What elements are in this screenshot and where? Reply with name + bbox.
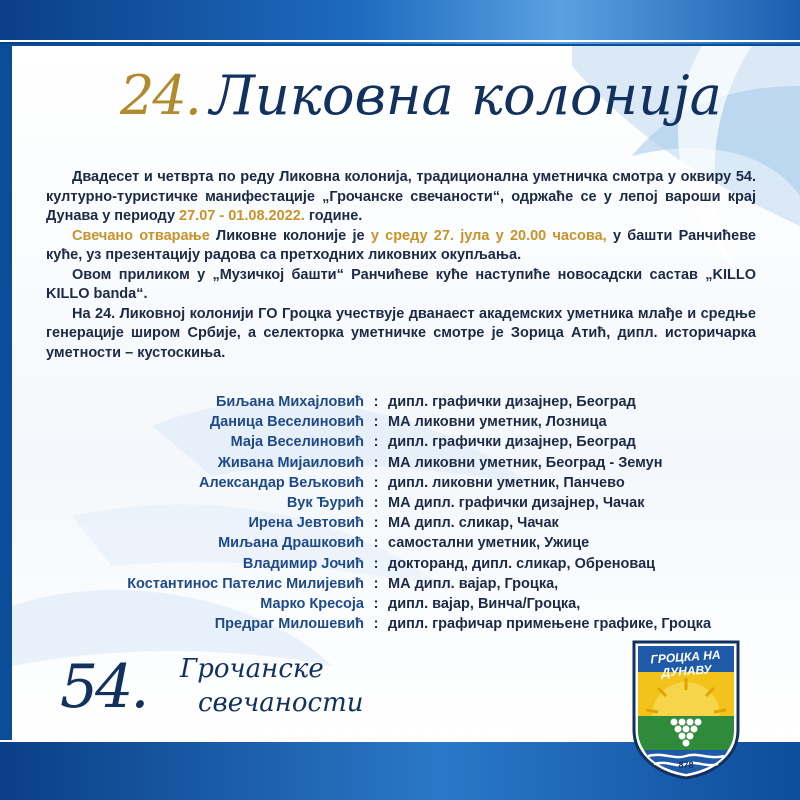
artist-separator: : [373, 454, 379, 471]
artist-separator: : [373, 535, 379, 552]
artist-separator: : [373, 575, 379, 592]
artist-name: Предраг Милошевић [214, 616, 364, 633]
artist-name: Вук Ђурић [286, 494, 364, 511]
opening-time: у среду 27. јула у 20.00 часова, [370, 227, 607, 244]
page-title [120, 64, 740, 144]
artist-role: дипл. графички дизајнер, Београд [388, 434, 636, 451]
intro-paragraph-1 [46, 168, 756, 227]
artist-row [46, 432, 766, 452]
artist-role: дипл. вајар, Винча/Гроцка, [388, 595, 581, 612]
artist-role: МА дипл. графички дизајнер, Чачак [388, 494, 645, 511]
crest-banner: ГРОЦКА НА ДУНАВУ [650, 647, 721, 680]
artist-row [46, 574, 766, 594]
grocka-crest [628, 638, 744, 780]
artist-role: самостални уметник, Ужице [388, 535, 590, 552]
artist-row [46, 493, 766, 513]
festival-logo-number: 54. [60, 652, 147, 722]
artist-row [46, 533, 766, 553]
title-number: 24. [120, 64, 200, 127]
artist-name: Владимир Јочић [242, 555, 364, 572]
artist-role: МА ликовни уметник, Београд - Земун [388, 454, 663, 471]
artist-row [46, 473, 766, 493]
intro-text [46, 168, 756, 363]
intro-p1-text: Двадесет и четврта по реду Ликовна колонија, традиционална уметничка смотра у оквиру 54. културно-туристичке манифестације „Грочанске свечаности“, одржаће се у лепој вароши крај Дунава у периоду [46, 169, 756, 224]
top-white-line [0, 40, 800, 42]
artist-separator: : [373, 555, 379, 572]
artist-name: Маја Веселиновић [230, 434, 364, 451]
artist-name: Ирена Јевтовић [248, 515, 364, 532]
artist-separator: : [373, 474, 379, 491]
artist-name: Марко Кресоја [260, 595, 364, 612]
artist-separator: : [373, 394, 379, 410]
artist-separator: : [373, 515, 379, 532]
artist-name: Костантинос Пателис Милијевић [127, 575, 364, 592]
artist-name: Живана Мијаиловић [217, 454, 364, 471]
artist-separator: : [373, 414, 379, 431]
artist-list [46, 392, 766, 634]
festival-logo-line1: Грочанске [180, 654, 324, 684]
intro-p2-end: у башти Ранчићеве куће, уз презентацију радова са претходних ликовних окупљања. [46, 227, 756, 263]
top-blue-band [0, 0, 800, 44]
festival-logo-line2: свечаности [198, 688, 364, 718]
artist-name: Александар Вељковић [198, 474, 364, 491]
artist-separator: : [373, 595, 379, 612]
artist-role: дипл. графичар примењене графике, Гроцка [388, 616, 712, 633]
artist-row [46, 513, 766, 533]
intro-paragraph-2 [46, 227, 756, 266]
artist-role: МА ликовни уметник, Лозница [388, 414, 607, 431]
artist-name: Даница Веселиновић [209, 414, 364, 431]
artist-row [46, 594, 766, 614]
artist-row [46, 554, 766, 574]
artist-row [46, 392, 766, 412]
intro-paragraph-3: Овом приликом у „Музичкој башти“ Ранчићеве куће наступиће новосадски састав „KILLO KILLO banda“. [46, 266, 756, 302]
intro-p2-text: Ликовне колоније је [209, 227, 371, 244]
title-text: Ликовна колонија [209, 64, 722, 127]
artist-name: Биљана Михајловић [215, 394, 364, 410]
festival-logo [60, 648, 380, 738]
event-dates: 27.07 - 01.08.2022. [179, 208, 305, 224]
artist-separator: : [373, 616, 379, 633]
artist-separator: : [373, 494, 379, 511]
artist-role: докторанд, дипл. сликар, Обреновац [388, 555, 656, 572]
artist-role: МА дипл. вајар, Гроцка, [388, 575, 559, 592]
artist-row [46, 412, 766, 432]
crest-year: 878 [678, 760, 694, 770]
artist-role: МА дипл. сликар, Чачак [388, 515, 559, 532]
artist-row [46, 453, 766, 473]
artist-separator: : [373, 434, 379, 451]
intro-p1-end: године. [304, 208, 363, 224]
artist-name: Миљана Драшковић [218, 535, 364, 552]
intro-paragraph-4: На 24. Ликовној колонији ГО Гроцка учествује дванаест академских уметника млађе и средње генерације широм Србије, а селекторка уметничке смотре је Зорица Атић, дипл. историчарка уметности – кустоскиња. [46, 305, 756, 361]
artist-role: дипл. графички дизајнер, Београд [388, 394, 636, 410]
opening-label: Свечано отварање [72, 227, 210, 244]
artist-row [46, 614, 766, 634]
artist-role: дипл. ликовни уметник, Панчево [388, 474, 625, 491]
